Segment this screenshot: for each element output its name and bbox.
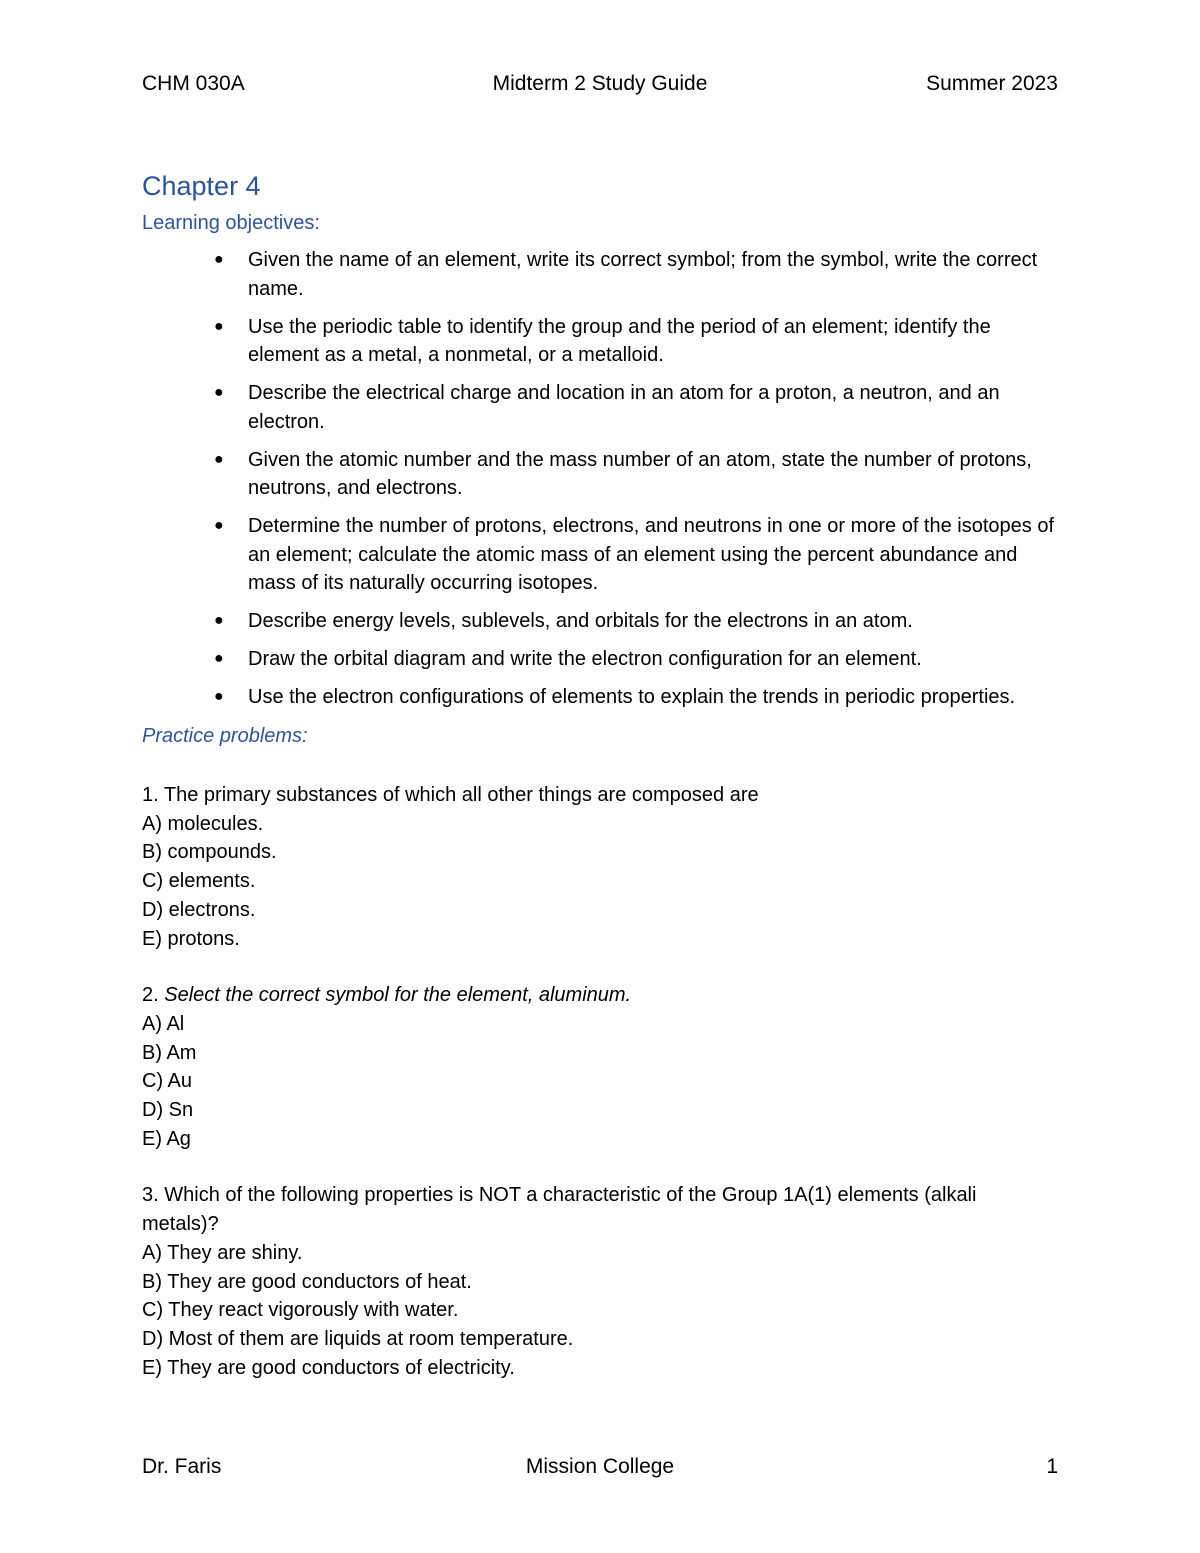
- objectives-list: [142, 246, 1058, 712]
- course-code: CHM 030A: [142, 72, 245, 95]
- answer-option: D) Most of them are liquids at room temperature.: [142, 1327, 574, 1350]
- answer-option: B) compounds.: [142, 841, 277, 864]
- page-header: [142, 72, 1058, 102]
- answer-option: D) Sn: [142, 1099, 194, 1122]
- term: Summer 2023: [926, 72, 1058, 95]
- objective-item: ● Describe the electrical charge and location in an atom for a proton, a neutron, and an electron.: [142, 379, 1058, 436]
- bullet-icon: ●: [214, 251, 224, 268]
- bullet-icon: ●: [214, 384, 224, 401]
- question-stem: 2. Select the correct symbol for the element, aluminum.: [142, 984, 632, 1007]
- institution: Mission College: [525, 1455, 675, 1478]
- answer-option: E) They are good conductors of electricity.: [142, 1356, 515, 1379]
- question-3: [142, 1181, 1058, 1382]
- question-stem: 1. The primary substances of which all other things are composed are: [142, 784, 759, 806]
- objective-item: ● Given the atomic number and the mass number of an atom, state the number of protons, neutrons, and electrons.: [142, 446, 1058, 503]
- answer-option: C) They react vigorously with water.: [142, 1299, 459, 1322]
- question-stem: 3. Which of the following properties is NOT a characteristic of the Group 1A(1) elements (alkali metals)?: [142, 1184, 977, 1236]
- bullet-icon: ●: [214, 517, 224, 534]
- bullet-icon: ●: [214, 450, 224, 468]
- answer-option: B) Am: [142, 1041, 197, 1064]
- objective-item: ● Use the periodic table to identify the group and the period of an element; identify the element as a metal, a nonmetal, or a metalloid.: [142, 313, 1058, 370]
- objective-item: ● Given the name of an element, write its correct symbol; from the symbol, write the correct name.: [142, 246, 1058, 303]
- objectives-heading: Learning objectives:: [142, 212, 320, 234]
- bullet-icon: ●: [214, 650, 224, 667]
- question-2: [142, 981, 1058, 1153]
- objective-item: ● Use the electron configurations of elements to explain the trends in periodic properties.: [142, 683, 1058, 712]
- practice-heading: Practice problems:: [142, 725, 308, 747]
- page-footer: [142, 1455, 1058, 1485]
- answer-option: A) molecules.: [142, 812, 264, 835]
- answer-option: B) They are good conductors of heat.: [142, 1270, 472, 1293]
- bullet-icon: ●: [214, 317, 224, 335]
- bullet-icon: ●: [214, 688, 224, 705]
- document-body: [142, 168, 1058, 1382]
- objective-item: ● Draw the orbital diagram and write the electron configuration for an element.: [142, 645, 1058, 674]
- answer-option: D) electrons.: [142, 898, 256, 921]
- answer-option: E) Ag: [142, 1127, 191, 1150]
- bullet-icon: ●: [214, 612, 224, 629]
- instructor-name: Dr. Faris: [142, 1455, 222, 1478]
- answer-option: A) They are shiny.: [142, 1241, 303, 1264]
- question-1: [142, 781, 1058, 953]
- chapter-title: Chapter 4: [142, 171, 261, 201]
- objective-item: ● Describe energy levels, sublevels, and orbitals for the electrons in an atom.: [142, 607, 1058, 636]
- answer-option: E) protons.: [142, 927, 240, 950]
- answer-option: C) elements.: [142, 870, 256, 893]
- answer-option: C) Au: [142, 1070, 193, 1093]
- page-number: 1: [1046, 1455, 1058, 1478]
- objective-item: ● Determine the number of protons, electrons, and neutrons in one or more of the isotopes of an element; calculate the atomic mass of an element using the percent abundance and mass of its naturally occurring isotopes.: [142, 512, 1058, 598]
- document-title: Midterm 2 Study Guide: [492, 72, 708, 95]
- answer-option: A) Al: [142, 1012, 185, 1035]
